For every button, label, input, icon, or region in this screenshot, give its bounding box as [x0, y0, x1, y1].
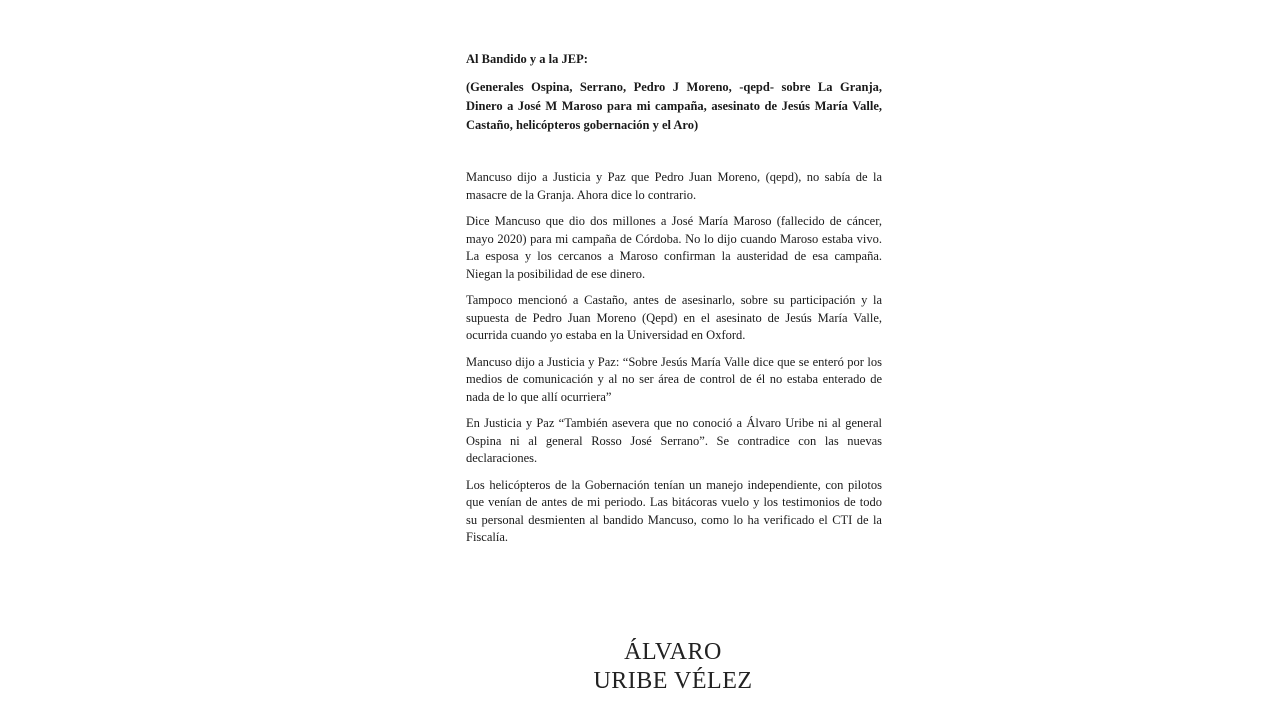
paragraph: Mancuso dijo a Justicia y Paz que Pedro Juan Moreno, (qepd), no sabía de la masacre de la Granja. Ahora dice lo contrario. — [466, 170, 882, 202]
document-heading: Al Bandido y a la JEP: — [466, 52, 588, 66]
signature-first-name: ÁLVARO — [624, 639, 722, 665]
document-subheading: (Generales Ospina, Serrano, Pedro J Moreno, -qepd- sobre La Granja, Dinero a José M Maroso para mi campaña, asesinato de Jesús María Valle, Castaño, helicópteros gobernación y el Aro) — [466, 80, 882, 132]
paragraph: Los helicópteros de la Gobernación tenían un manejo independiente, con pilotos que venían de antes de mi periodo. Las bitácoras vuelo y los testimonios de todo su personal desmienten al bandido Mancuso, como lo ha verificado el CTI de la Fiscalía. — [466, 477, 882, 544]
signature-last-name: URIBE VÉLEZ — [593, 668, 753, 694]
signature-block — [540, 638, 806, 696]
paragraph: En Justicia y Paz “También asevera que no conoció a Álvaro Uribe ni al general Ospina ni al general Rosso José Serrano”. Se contradice con las nuevas declaraciones. — [466, 416, 882, 465]
document-body — [466, 50, 882, 556]
paragraph: Mancuso dijo a Justicia y Paz: “Sobre Jesús María Valle dice que se enteró por los medios de comunicación y al no ser área de control de él no estaba enterado de nada de lo que allí ocurriera” — [466, 354, 882, 404]
paragraph: Dice Mancuso que dio dos millones a José María Maroso (fallecido de cáncer, mayo 2020) para mi campaña de Córdoba. No lo dijo cuando Maroso estaba vivo. La esposa y los cercanos a Maroso confirman la austeridad de esa campaña. Niegan la posibilidad de ese dinero. — [466, 214, 882, 281]
paragraph: Tampoco mencionó a Castaño, antes de asesinarlo, sobre su participación y la supuesta de Pedro Juan Moreno (Qepd) en el asesinato de Jesús María Valle, ocurrida cuando yo estaba en la Universidad en Oxford. — [466, 293, 882, 342]
